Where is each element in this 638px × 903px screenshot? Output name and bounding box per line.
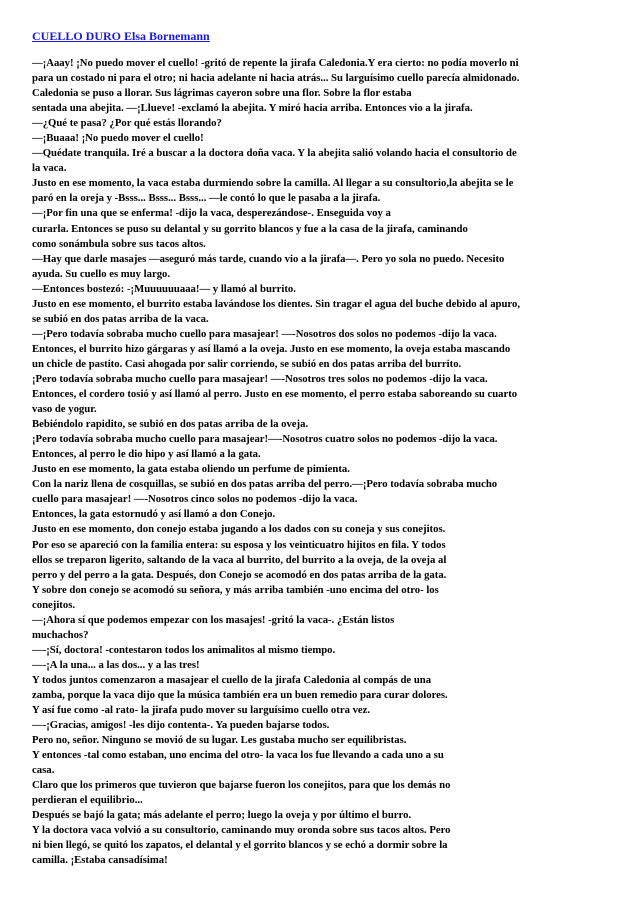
text-line: Claro que los primeros que tuvieron que bajarse fueron los conejitos, para que los demás no — [32, 779, 451, 792]
text-line: —-¡Sí, doctora! -contestaron todos los animalitos al mismo tiempo. — [32, 643, 336, 656]
text-line: Caledonia se puso a llorar. Sus lágrimas cayeron sobre una flor. Sobre la flor estaba — [32, 87, 412, 100]
text-line: como sonámbula sobre sus tacos altos. — [32, 237, 206, 250]
text-line: ¡Pero todavía sobraba mucho cuello para masajear! —-Nosotros tres solos no podemos -dijo la vaca. — [32, 372, 488, 385]
text-line: Con la nariz llena de cosquillas, se subió en dos patas arriba del perro.—¡Pero todavía sobraba mucho — [32, 478, 498, 491]
title-spacer — [32, 44, 622, 56]
text-line: zamba, porque la vaca dijo que la música también era un buen remedio para curar dolores. — [32, 688, 448, 701]
document-title: CUELLO DURO Elsa Bornemann — [32, 29, 210, 43]
text-line: Y la doctora vaca volvió a su consultorio, caminando muy oronda sobre sus tacos altos. Pero — [32, 824, 451, 837]
text-line: perro y del perro a la gata. Después, don Conejo se acomodó en dos patas arriba de la gata. — [32, 568, 447, 581]
text-line: Pero no, señor. Ninguno se movió de su lugar. Les gustaba mucho ser equilibristas. — [32, 734, 407, 747]
text-line: —-¡Gracias, amigos! -les dijo contenta-. Ya pueden bajarse todos. — [32, 719, 330, 732]
text-line: Justo en ese momento, el burrito estaba lavándose los dientes. Sin tragar el agua del buche debido al apuro, — [32, 297, 520, 310]
text-line: vaso de yogur. — [32, 403, 97, 416]
text-line: —-¡A la una... a las dos... y a las tres! — [32, 658, 200, 671]
text-line: —Hay que darle masajes —aseguró más tarde, cuando vio a la jirafa—. Pero yo sola no puedo. Necesito — [32, 252, 505, 265]
text-line: ni bien llegó, se quitó los zapatos, el delantal y el gorrito blancos y se echó a dormir sobre la — [32, 839, 448, 852]
text-line: un chicle de pastito. Casi ahogada por salir corriendo, se subió en dos patas arriba del burrito. — [32, 357, 462, 370]
text-line: —¡Pero todavía sobraba mucho cuello para masajear! —-Nosotros dos solos no podemos -dijo la vaca. — [32, 327, 497, 340]
text-line: Bebiéndolo rapidito, se subió en dos patas arriba de la oveja. — [32, 418, 309, 431]
text-line: se subió en dos patas arriba de la vaca. — [32, 312, 209, 325]
text-line: ¡Pero todavía sobraba mucho cuello para masajear!—-Nosotros cuatro solos no podemos -dijo la vaca. — [32, 433, 498, 446]
text-line: casa. — [32, 764, 55, 777]
text-line: ellos se treparon ligerito, saltando de la vaca al burrito, del burrito a la oveja, de la oveja al — [32, 553, 447, 566]
text-line: para un costado ni para el otro; ni hacia adelante ni hacia atrás... Su larguísimo cuello parecía almidonado. — [32, 72, 520, 85]
text-line: sentada una abejita. —¡Llueve! -exclamó la abejita. Y miró hacia arriba. Entonces vio a la jirafa. — [32, 102, 473, 115]
text-line: Entonces, la gata estornudó y así llamó a don Conejo. — [32, 508, 276, 521]
text-line: Y así fue como -al rato- la jirafa pudo mover su larguísimo cuello otra vez. — [32, 704, 371, 717]
text-line: ayuda. Su cuello es muy largo. — [32, 267, 171, 280]
text-line: Después se bajó la gata; más adelante el perro; luego la oveja y por último el burro. — [32, 809, 412, 822]
text-line: Y todos juntos comenzaron a masajear el cuello de la jirafa Caledonia al compás de una — [32, 673, 432, 686]
text-line: Entonces, el burrito hizo gárgaras y así llamó a la oveja. Justo en ese momento, la oveja estaba mascando — [32, 342, 511, 355]
text-line: conejitos. — [32, 598, 76, 611]
text-line: —Entonces bostezó: -¡Muuuuuuaaa!— y llamó al burrito. — [32, 282, 296, 295]
text-line: camilla. ¡Estaba cansadísima! — [32, 854, 168, 867]
text-line: Y entonces -tal como estaban, uno encima del otro- la vaca los fue llevando a cada uno a su — [32, 749, 444, 762]
document-page — [32, 29, 622, 869]
text-line: Entonces, el cordero tosió y así llamó al perro. Justo en ese momento, el perro estaba saboreando su cuarto — [32, 388, 518, 401]
text-line: Y sobre don conejo se acomodó su señora, y más arriba también -uno encima del otro- los — [32, 583, 439, 596]
text-line: —Quédate tranquila. Iré a buscar a la doctora doña vaca. Y la abejita salió volando hacia el consultorio de — [32, 147, 517, 160]
text-line: —¡Por fin una que se enferma! -dijo la vaca, desperezándose-. Enseguida voy a — [32, 207, 391, 220]
text-line: —¡Ahora sí que podemos empezar con los masajes! -gritó la vaca-. ¿Están listos — [32, 613, 395, 626]
text-line: Justo en ese momento, la vaca estaba durmiendo sobre la camilla. Al llegar a su consultorio,la abejita se le — [32, 177, 514, 190]
text-line: la vaca. — [32, 162, 67, 175]
text-line: perdieran el equilibrio... — [32, 794, 143, 807]
text-line: Justo en ese momento, la gata estaba oliendo un perfume de pimienta. — [32, 463, 350, 476]
text-line: paró en la oreja y -Bsss... Bsss... Bsss... —le contó lo que le pasaba a la jirafa. — [32, 192, 381, 205]
text-line: —¡Buaaa! ¡No puedo mover el cuello! — [32, 132, 204, 145]
text-line: Justo en ese momento, don conejo estaba jugando a los dados con su coneja y sus conejitos. — [32, 523, 446, 536]
text-line: cuello para masajear! —-Nosotros cinco solos no podemos -dijo la vaca. — [32, 493, 358, 506]
text-line: Por eso se apareció con la familia entera: su esposa y los veinticuatro hijitos en fila. Y todos — [32, 538, 446, 551]
text-line: Entonces, al perro le dio hipo y así llamó a la gata. — [32, 448, 261, 461]
text-line: muchachos? — [32, 628, 89, 641]
text-line: curarla. Entonces se puso su delantal y su gorrito blancos y fue a la casa de la jirafa, caminando — [32, 222, 468, 235]
text-line: —¿Qué te pasa? ¿Por qué estás llorando? — [32, 117, 222, 130]
text-line: —¡Aaay! ¡No puedo mover el cuello! -gritó de repente la jirafa Caledonia.Y era cierto: no podía moverlo ni — [32, 57, 519, 69]
story-body — [32, 56, 622, 869]
